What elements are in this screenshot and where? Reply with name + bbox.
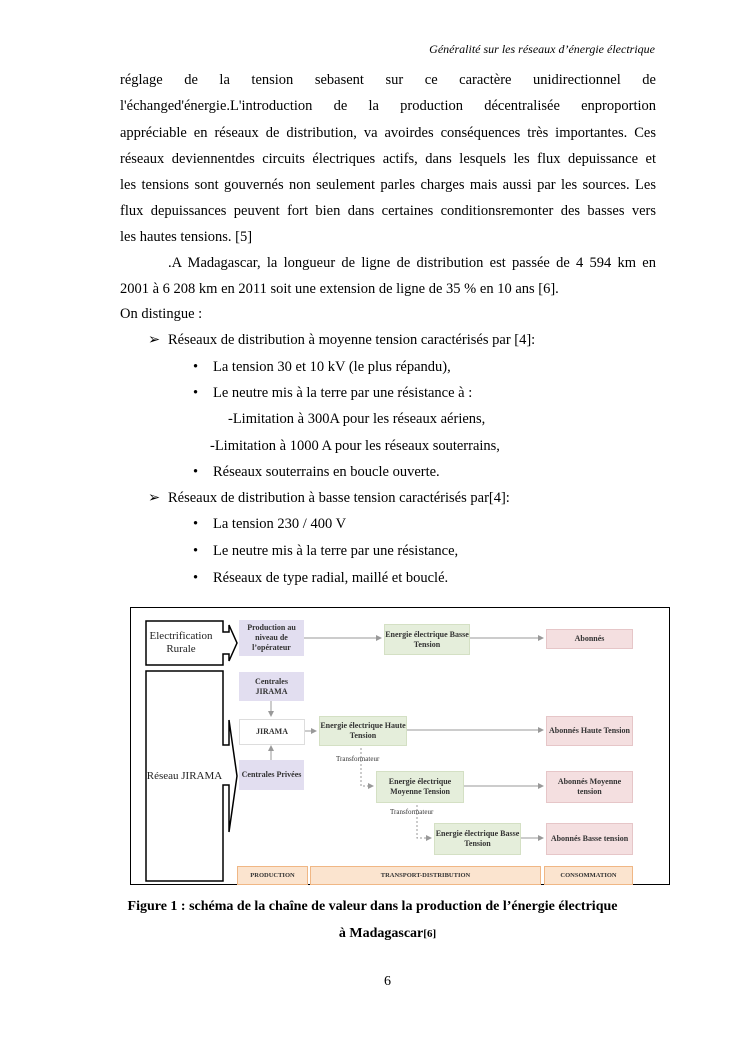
bullet-icon: •: [193, 516, 199, 532]
bullet-icon: •: [193, 543, 199, 559]
caption-reference: [6]: [423, 928, 437, 940]
centrales-jirama-box: Centrales JIRAMA: [239, 672, 304, 701]
paragraph-line: l'échanged'énergie.L'introduction de la production décentralisée enproportion: [120, 98, 656, 114]
arrow-bullet-icon: ➢: [148, 490, 161, 506]
list-heading-text: Réseaux de distribution à moyenne tension caractérisés par [4]:: [168, 332, 536, 348]
list-item-text: La tension 230 / 400 V: [213, 516, 347, 532]
paragraph-line: 2001 à 6 208 km en 2011 soit une extension de ligne de 35 % en 10 ans [6].: [120, 281, 559, 297]
list-item: [193, 463, 729, 481]
list-heading-text: Réseaux de distribution à basse tension caractérisés par[4]:: [168, 490, 510, 506]
paragraph-line: les tensions sont gouvernés non seulement parles charges mais aussi par les sources. Les: [120, 177, 656, 193]
footer-production: PRODUCTION: [237, 866, 308, 885]
arrow-bullet-icon: ➢: [148, 332, 161, 348]
list-item: [193, 384, 729, 402]
bullet-icon: •: [193, 359, 199, 375]
energie-bt-top-box: Energie électrique Basse Tension: [384, 624, 470, 655]
jirama-box: JIRAMA: [239, 719, 305, 745]
abonnes-ht-box: Abonnés Haute Tension: [546, 716, 633, 746]
list-heading-bt: [148, 489, 684, 507]
energie-ht-box: Energie électrique Haute Tension: [319, 716, 407, 746]
intro-line: On distingue :: [120, 306, 203, 322]
list-item-text: Le neutre mis à la terre par une résistance,: [213, 543, 459, 559]
electrification-rurale-label: Electrification Rurale: [149, 630, 213, 655]
energie-mt-box: Energie électrique Moyenne Tension: [376, 771, 464, 803]
sub-item: -Limitation à 1000 A pour les réseaux souterrains,: [210, 438, 500, 454]
value-chain-diagram: [130, 607, 670, 885]
production-operateur-box: Production au niveau de l’opérateur: [239, 620, 304, 656]
paragraph-line: flux depuissances peuvent fort bien dans certaines conditionsremonter des basses vers: [120, 203, 656, 219]
bullet-icon: •: [193, 570, 199, 586]
list-heading-mt: [148, 331, 684, 349]
paragraph-line: réglage de la tension sebasent sur ce caractère unidirectionnel de: [120, 72, 656, 88]
paragraph-line: appréciable en réseaux de distribution, va avoirdes conséquences très importantes. Ces: [120, 125, 656, 141]
figure-caption-line1: Figure 1 : schéma de la chaîne de valeur dans la production de l’énergie électrique: [127, 899, 618, 914]
abonnes-box: Abonnés: [546, 629, 633, 649]
paragraph-line: réseaux deviennentdes circuits électriques actifs, dans lesquels les flux depuissance et: [120, 151, 656, 167]
list-item-text: Réseaux de type radial, maillé et bouclé.: [213, 570, 449, 586]
bullet-icon: •: [193, 464, 199, 480]
list-item: [193, 358, 729, 376]
paragraph-line: .A Madagascar, la longueur de ligne de distribution est passée de 4 594 km en: [168, 255, 656, 271]
caption-text: à Madagascar: [338, 926, 424, 941]
abonnes-bt-box: Abonnés Basse tension: [546, 823, 633, 855]
transformateur-label: Transformateur: [336, 755, 380, 763]
transformateur-label: Transformateur: [390, 808, 434, 816]
page-number: 6: [384, 974, 391, 989]
sub-item: -Limitation à 300A pour les réseaux aériens,: [228, 411, 486, 427]
footer-consommation: CONSOMMATION: [544, 866, 633, 885]
list-item-text: La tension 30 et 10 kV (le plus répandu),: [213, 359, 451, 375]
figure-caption-line2: [15, 926, 745, 942]
list-item: [193, 542, 729, 560]
centrales-privees-box: Centrales Privées: [239, 760, 304, 790]
reseau-jirama-label: Réseau JIRAMA: [146, 769, 223, 782]
paragraph-line: les hautes tensions. [5]: [120, 229, 253, 245]
list-item-text: Le neutre mis à la terre par une résistance à :: [213, 385, 473, 401]
list-item: [193, 569, 729, 587]
bullet-icon: •: [193, 385, 199, 401]
abonnes-mt-box: Abonnés Moyenne tension: [546, 771, 633, 803]
energie-bt-box: Energie électrique Basse Tension: [434, 823, 521, 855]
footer-transport-distribution: TRANSPORT-DISTRIBUTION: [310, 866, 541, 885]
list-item: [193, 515, 729, 533]
list-item-text: Réseaux souterrains en boucle ouverte.: [213, 464, 440, 480]
running-header: Généralité sur les réseaux d’énergie électrique: [429, 42, 655, 56]
